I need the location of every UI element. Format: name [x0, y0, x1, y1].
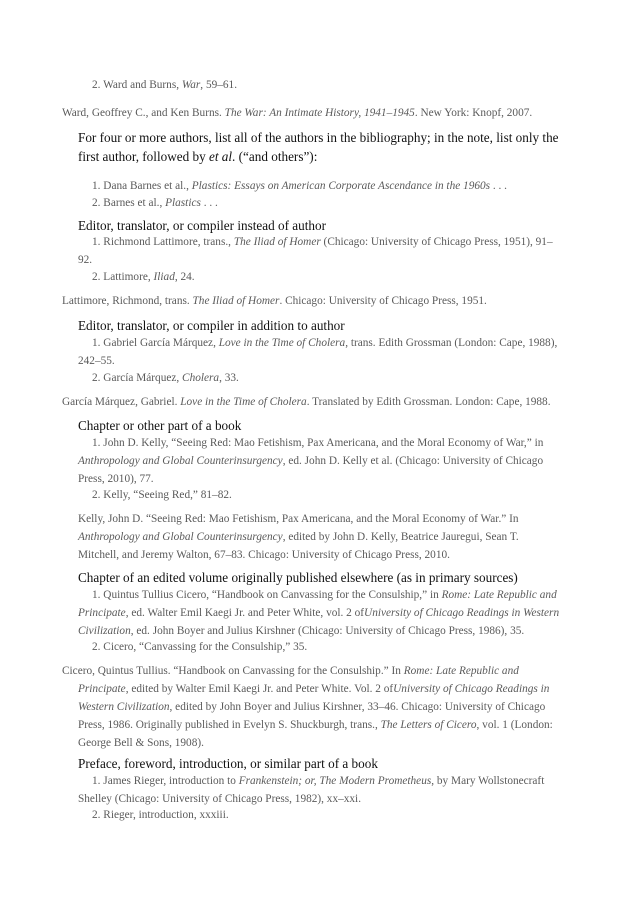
note-barnes-full: 1. Dana Barnes et al., Plastics: Essays on American Corporate Ascendance in the 1960s . . . [92, 180, 508, 192]
note-kelly-full: 1. John D. Kelly, “Seeing Red: Mao Fetishism, Pax Americana, and the Moral Economy of War,” in Anthropology and Global Counterinsurgency, ed. John D. Kelly et al. (Chicago: University of Chicago Press, 2010), 77. [78, 437, 544, 485]
heading-editor-instead: Editor, translator, or compiler instead of author [78, 218, 326, 233]
note-cicero-short: 2. Cicero, “Canvassing for the Consulship,” 35. [92, 641, 308, 653]
heading-preface: Preface, foreword, introduction, or similar part of a book [78, 756, 378, 771]
note-kelly-short: 2. Kelly, “Seeing Red,” 81–82. [92, 489, 232, 501]
note-rieger-full: 1. James Rieger, introduction to Frankenstein; or, The Modern Prometheus, by Mary Wollstonecraft Shelley (Chicago: University of Chicago Press, 1982), xx–xxi. [78, 775, 545, 805]
note-cicero-full: 1. Quintus Tullius Cicero, “Handbook on Canvassing for the Consulship,” in Rome: Late Republic and Principate, ed. Walter Emil Kaegi Jr. and Peter White, vol. 2 ofUniversity of Chicago Readings in Western Civilization, ed. John Boyer and Julius Kirshner (Chicago: University of Chicago Press, 1986), 35. [78, 589, 560, 637]
note-barnes-short: 2. Barnes et al., Plastics . . . [92, 197, 218, 209]
note-garcia-full: 1. Gabriel García Márquez, Love in the Time of Cholera, trans. Edith Grossman (London: Cape, 1988), 242–55. [78, 337, 558, 367]
note-lattimore-full: 1. Richmond Lattimore, trans., The Iliad of Homer (Chicago: University of Chicago Press, 1951), 91–92. [78, 236, 553, 266]
heading-four-or-more-authors: For four or more authors, list all of the authors in the bibliography; in the note, list only the first author, followed by et al. (“and others”): [78, 130, 559, 164]
note-ward-short: 2. Ward and Burns, War, 59–61. [92, 79, 238, 91]
bibliography-garcia: García Márquez, Gabriel. Love in the Time of Cholera. Translated by Edith Grossman. London: Cape, 1988. [62, 396, 551, 408]
note-lattimore-short: 2. Lattimore, Iliad, 24. [92, 271, 195, 283]
bibliography-cicero: Cicero, Quintus Tullius. “Handbook on Canvassing for the Consulship.” In Rome: Late Republic and Principate, edited by Walter Emil Kaegi Jr. and Peter White. Vol. 2 ofUniversity of Chicago Readings in Western Civilization, edited by John Boyer and Julius Kirshner, 33–46. Chicago: University of Chicago Press, 1986. Originally published in Evelyn S. Shuckburgh, trans., The Letters of Cicero, vol. 1 (London: George Bell & Sons, 1908). [62, 665, 553, 749]
heading-chapter: Chapter or other part of a book [78, 418, 242, 433]
bibliography-kelly: Kelly, John D. “Seeing Red: Mao Fetishism, Pax Americana, and the Moral Economy of War.” In Anthropology and Global Counterinsurgency, edited by John D. Kelly, Beatrice Jauregui, Sean T. Mitchell, and Jeremy Walton, 67–83. Chicago: University of Chicago Press, 2010. [78, 513, 519, 561]
bibliography-ward: Ward, Geoffrey C., and Ken Burns. The War: An Intimate History, 1941–1945. New York: Knopf, 2007. [62, 107, 533, 119]
note-rieger-short: 2. Rieger, introduction, xxxiii. [92, 809, 229, 821]
note-garcia-short: 2. García Márquez, Cholera, 33. [92, 372, 239, 384]
heading-editor-addition: Editor, translator, or compiler in addition to author [78, 318, 345, 333]
bibliography-lattimore: Lattimore, Richmond, trans. The Iliad of Homer. Chicago: University of Chicago Press, 1951. [62, 295, 487, 307]
heading-edited-volume: Chapter of an edited volume originally published elsewhere (as in primary sources) [78, 570, 518, 585]
